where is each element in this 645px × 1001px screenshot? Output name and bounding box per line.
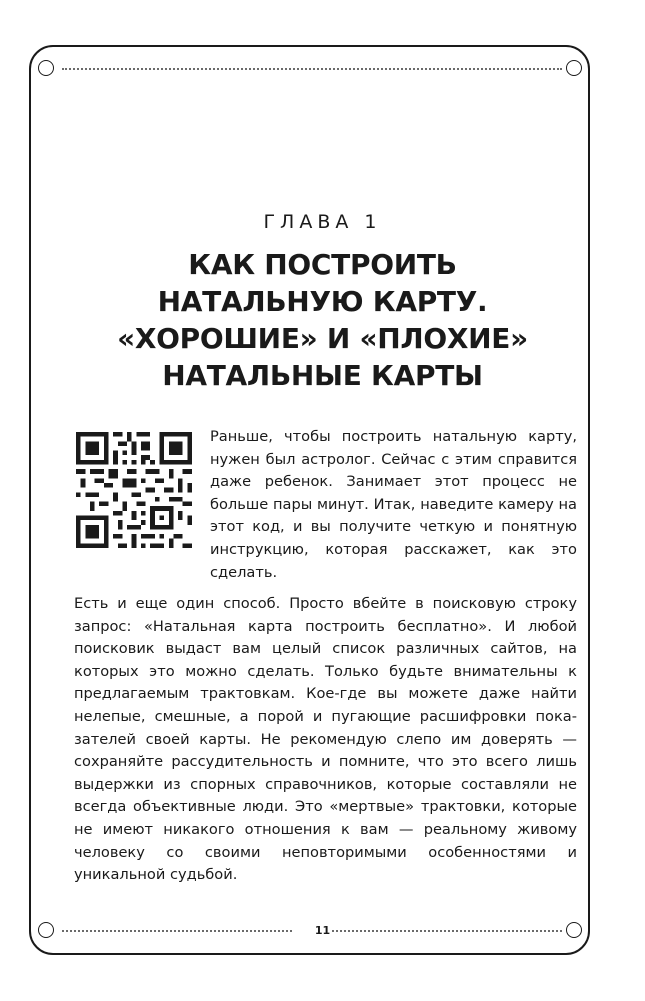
qr-code-icon[interactable] (76, 432, 192, 548)
title-line: «ХОРОШИЕ» И «ПЛОХИЕ» (117, 322, 528, 355)
top-left-ring-icon (38, 60, 54, 76)
top-dotted-rule (62, 68, 562, 70)
intro-paragraph: Раньше, чтобы построить натальную карту, нужен был астролог. Сейчас с этим справится даже ребенок. Занимает этот процесс не больше пары минут. Итак, наведите камеру на этот код, и вы получите четкую и понятную инструкцию, которая расскажет, как это сделать. (210, 428, 577, 581)
bottom-right-ring-icon (566, 922, 582, 938)
chapter-title (40, 246, 605, 394)
top-right-ring-icon (566, 60, 582, 76)
bottom-dotted-rule-right (332, 930, 562, 932)
title-line: НАТАЛЬНЫЕ КАРТЫ (162, 359, 483, 392)
title-line: НАТАЛЬНУЮ КАРТУ. (157, 285, 488, 318)
title-line: КАК ПОСТРОИТЬ (188, 248, 457, 281)
body-paragraph: Есть и еще один способ. Просто вбейте в поисковую строку запрос: «Натальная карта построить бесплатно». И любой поисковик выдаст вам целый список различных сайтов, на которых это можно сделать. Только будьте внимательны к предлагаемым трактовкам. Кое-где вы можете даже найти нелепые, смешные, а порой и пугающие расшифровки показателей своей карты. Не рекомендую слепо им доверять — сохраняйте рассудительность и помните, что это всего лишь выдержки из спорных справочников, которые составляли не всегда объективные люди. Это «мертвые» трактовки, которые не имеют никакого отношения к вам — реальному живому человеку со своими неповторимыми особенностями и уникальной судьбой. (74, 595, 577, 884)
chapter-label: ГЛАВА 1 (263, 211, 382, 233)
page-number: 11 (314, 924, 331, 937)
